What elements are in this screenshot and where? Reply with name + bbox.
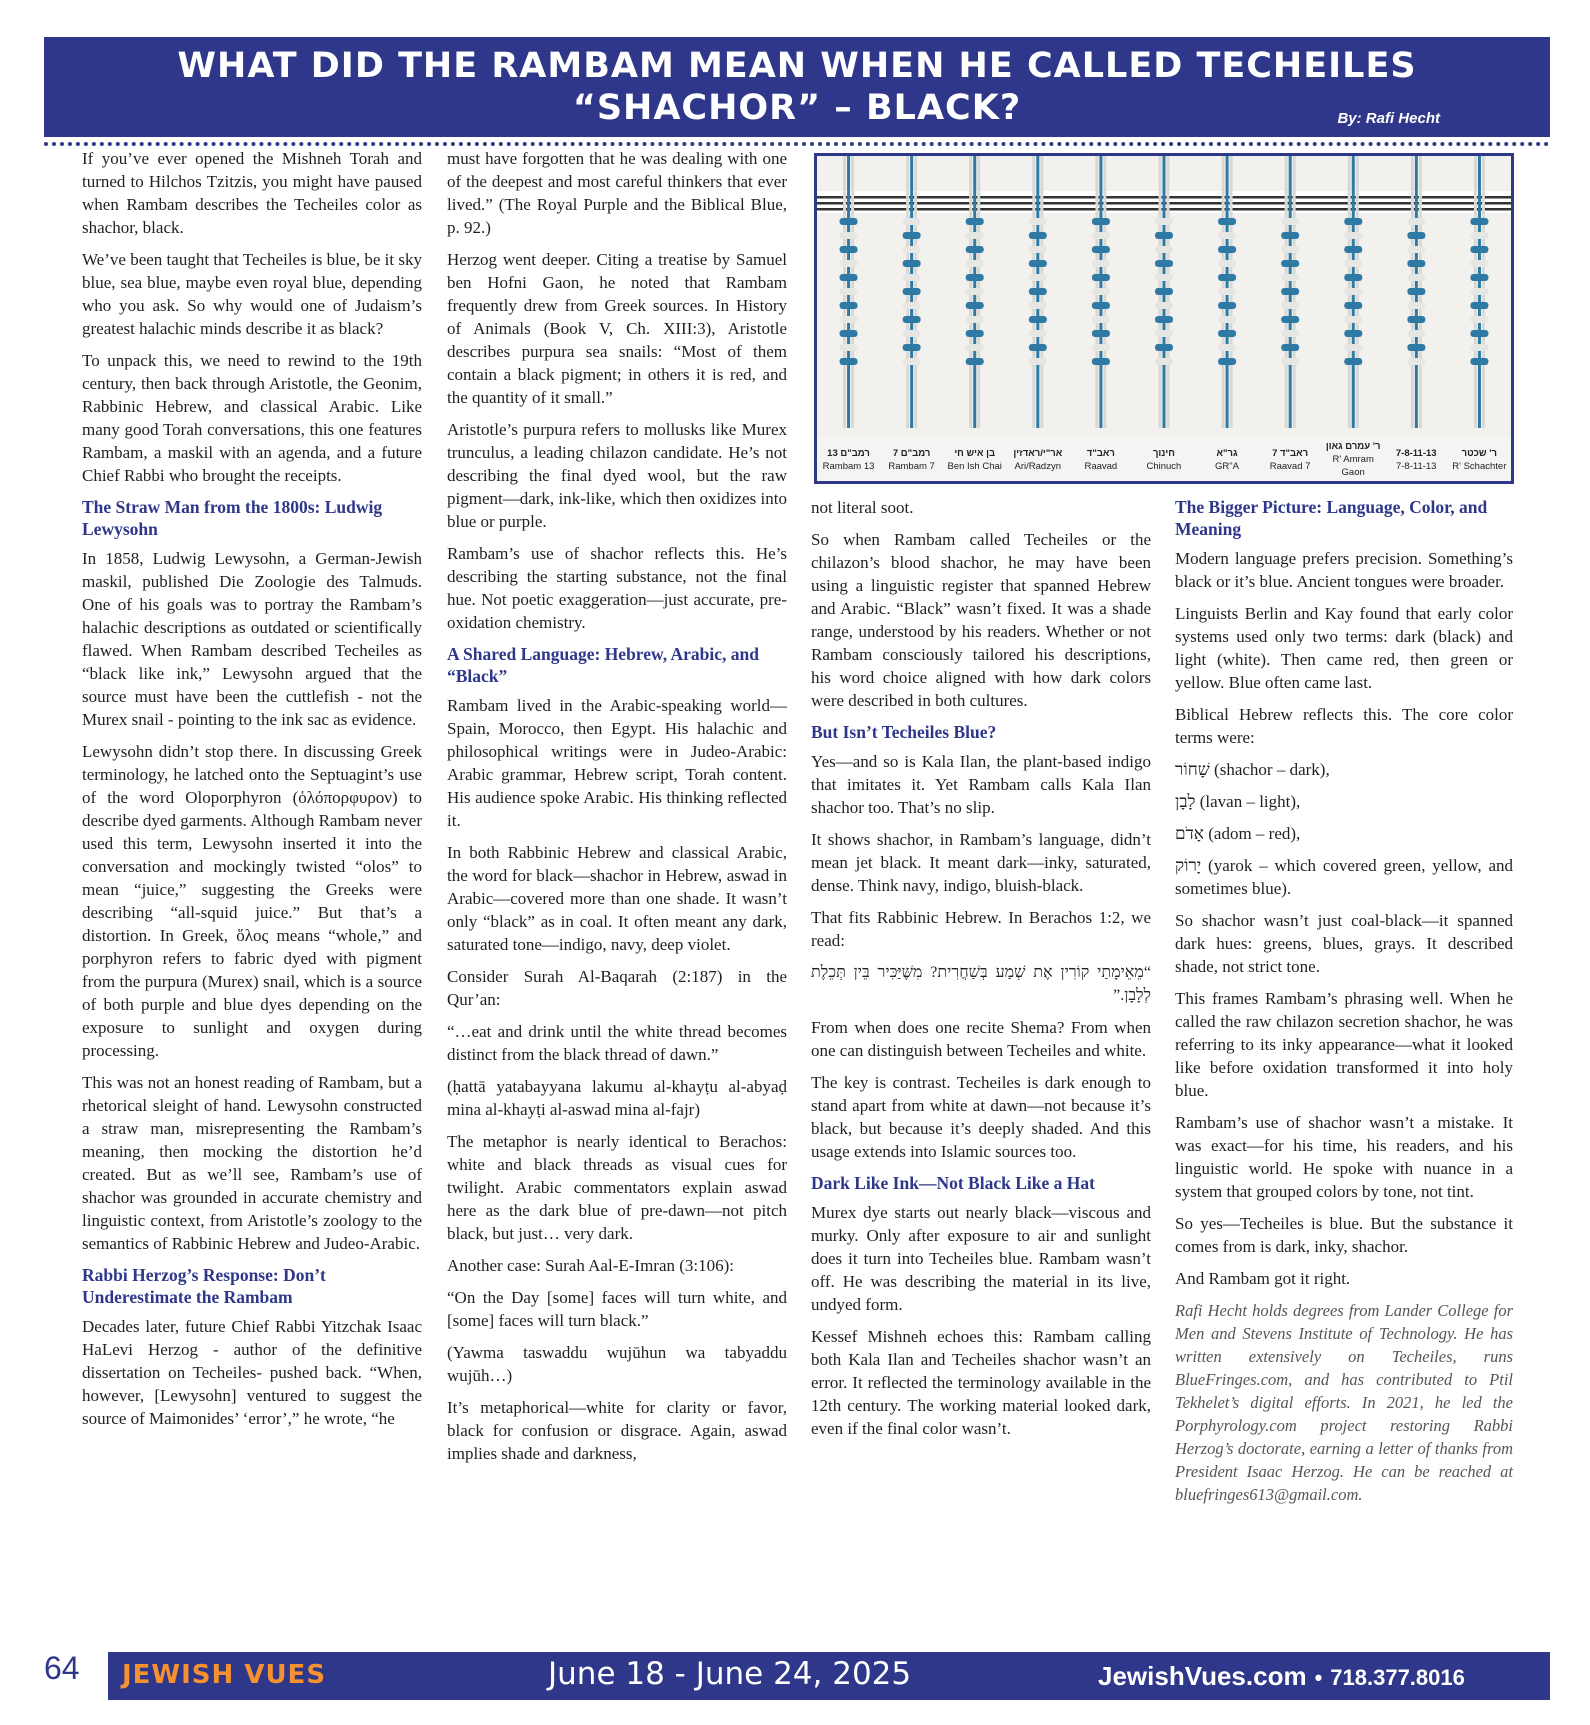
- section-heading: The Straw Man from the 1800s: Ludwig Lewysohn: [82, 497, 383, 539]
- caption-english: Raavad 7: [1269, 460, 1311, 472]
- caption-hebrew: אר"י/ראדזין: [1013, 447, 1063, 459]
- column-2: [447, 147, 787, 1474]
- paragraph: Modern language prefers precision. Something’s black or it’s blue. Ancient tongues were broader.: [1175, 549, 1513, 591]
- tzitzis-strands-image: [817, 156, 1511, 436]
- caption-hebrew: חינוך: [1152, 447, 1175, 459]
- paragraph: So when Rambam called Techeiles or the chilazon’s blood shachor, he may have been using a linguistic register that spanned Hebrew and Arabic. “Black” wasn’t fixed. It was a shade range, understood by his readers. Whether or not Rambam consciously tailored his descriptions, his word choice aligned with how dark colors were described in both cultures.: [811, 530, 1151, 710]
- term-gloss: (lavan – light),: [1195, 792, 1301, 811]
- paragraph: In 1858, Ludwig Lewysohn, a German-Jewish maskil, published Die Zoologie des Talmuds. One of his goals was to portray the Rambam’s halachic descriptions as outdated or scientifically flawed. When Rambam described Techeiles as “black like ink,” Lewysohn argued that the source must have been the cuttlefish - not the Murex snail - pointing to the ink sac as evidence.: [82, 549, 422, 729]
- column-3: [811, 496, 1151, 1449]
- caption-hebrew: ר' עמרם גאון: [1325, 441, 1381, 452]
- phone-number: 718.377.8016: [1330, 1665, 1465, 1690]
- caption-hebrew: 7-8-11-13: [1395, 447, 1437, 459]
- bullet-separator: •: [1314, 1665, 1323, 1690]
- color-term: [1175, 854, 1513, 900]
- byline: By: Rafi Hecht: [1337, 110, 1440, 127]
- section-heading: Rabbi Herzog’s Response: Don’t Underestimate the Rambam: [82, 1265, 326, 1307]
- color-term: [1175, 822, 1513, 845]
- author-bio: Rafi Hecht holds degrees from Lander College for Men and Stevens Institute of Technology. He has written extensively on Techeiles, runs BlueFringes.com, and has contributed to Ptil Tekhelet’s digital efforts. In 2021, he led the Porphyrology.com project restoring Rabbi Herzog’s doctorate, earning a letter of thanks from President Isaac Herzog. He can be reached at bluefringes613@gmail.com.: [1175, 1301, 1513, 1504]
- paragraph: It shows shachor, in Rambam’s language, didn’t mean jet black. It meant dark—inky, saturated, dense. Think navy, indigo, bluish-black.: [811, 830, 1151, 895]
- color-term: [1175, 758, 1513, 781]
- quote: “…eat and drink until the white thread becomes distinct from the black thread of dawn.”: [447, 1022, 787, 1064]
- hebrew-term: לָבָן: [1175, 792, 1196, 811]
- website: JewishVues.com: [1098, 1661, 1307, 1691]
- paragraph: Biblical Hebrew reflects this. The core color terms were:: [1175, 705, 1513, 747]
- photo-caption: [1387, 447, 1445, 473]
- paragraph: We’ve been taught that Techeiles is blue, be it sky blue, sea blue, maybe even royal blue, depending who you ask. So why would one of Judaism’s greatest halachic minds describe it as black?: [82, 250, 422, 338]
- column-4: [1175, 496, 1513, 1515]
- paragraph: must have forgotten that he was dealing with one of the deepest and most careful thinkers that ever lived.” (The Royal Purple and the Biblical Blue, p. 92.): [447, 149, 787, 237]
- article-title-line-1: WHAT DID THE RAMBAM MEAN WHEN HE CALLED TECHEILES: [177, 46, 1417, 86]
- term-gloss: (adom – red),: [1204, 824, 1301, 843]
- caption-english: Rambam 7: [888, 460, 935, 472]
- photo-caption: [820, 447, 878, 473]
- column-1: [82, 147, 422, 1439]
- caption-hebrew: ראב"ד 7: [1272, 447, 1309, 459]
- caption-english: Chinuch: [1146, 460, 1182, 472]
- transliteration: (Yawma taswaddu wujūhun wa tabyaddu wujūh…): [447, 1343, 787, 1385]
- paragraph: And Rambam got it right.: [1175, 1269, 1351, 1288]
- caption-english: R' Amram Gaon: [1332, 454, 1374, 478]
- paragraph: Another case: Surah Aal-E-Imran (3:106):: [447, 1256, 735, 1275]
- caption-hebrew: גר"א: [1216, 447, 1238, 459]
- page-number: 64: [44, 1650, 80, 1686]
- paragraph: If you’ve ever opened the Mishneh Torah and turned to Hilchos Tzitzis, you might have paused when Rambam describes the Techeiles color as shachor, black.: [82, 149, 422, 237]
- caption-english: Ben Ish Chai: [947, 460, 1002, 472]
- issue-dates: June 18 - June 24, 2025: [548, 1656, 912, 1692]
- paragraph: To unpack this, we need to rewind to the 19th century, then back through Aristotle, the Geonim, Rabbinic Hebrew, and classical Arabic. Like many good Torah conversations, this one features Rambam, a maskil with an agenda, and a future Chief Rabbi who brought the receipts.: [82, 351, 422, 485]
- paragraph: Rambam lived in the Arabic-speaking world—Spain, Morocco, then Egypt. His halachic and philosophical writings were in Judeo-Arabic: Arabic grammar, Hebrew script, Torah content. His audience spoke Arabic. His thinking reflected it.: [447, 696, 787, 830]
- section-heading: Dark Like Ink—Not Black Like a Hat: [811, 1173, 1095, 1193]
- paragraph: Decades later, future Chief Rabbi Yitzchak Isaac HaLevi Herzog - author of the definitive dissertation on Techeiles- pushed back. “When, however, [Lewysohn] ventured to suggest the source of Maimonides’ ‘error’,” he wrote, “he: [82, 1317, 422, 1428]
- hebrew-quote: “מֵאֵימָתַי קוֹרִין אֶת שְׁמַע בְּשַׁחֲרִית? מִשֶּׁיַּכִּיר בֵּין תְּכֵלֶת לְלָבָן.”: [811, 964, 1151, 1004]
- caption-english: Ari/Radzyn: [1014, 460, 1061, 472]
- footer-contact: [1098, 1661, 1465, 1692]
- photo-caption: [946, 447, 1004, 473]
- caption-hebrew: בן איש חי: [954, 447, 996, 459]
- paragraph: Lewysohn didn’t stop there. In discussing Greek terminology, he latched onto the Septuagint’s use of the word Oloporphyron (ὁλόπορφυρον) to describe dyed garments. Although Rambam never used this term, Lewysohn inserted it into the conversation and mockingly twisted “olos” to mean “juice,” suggesting the Greeks were describing “all-squid juice.” But that’s a distortion. In Greek, ὅλος means “whole,” and porphyron refers to fabric dyed with pigment from the purpura (Murex) snail, which is a source of both purple and blue dyes depending on the exposure to sunlight and oxygen during processing.: [82, 742, 422, 1060]
- paragraph: Rambam’s use of shachor reflects this. He’s describing the starting substance, not the final hue. Not poetic exaggeration—just accurate, pre-oxidation chemistry.: [447, 544, 787, 632]
- photo-caption: [1198, 447, 1256, 473]
- term-gloss: (yarok – which covered green, yellow, and sometimes blue).: [1175, 856, 1513, 898]
- caption-hebrew: רמב"ם 7: [892, 447, 931, 459]
- paragraph: Rambam’s use of shachor wasn’t a mistake. It was exact—for his time, his readers, and his linguistic world. He spoke with nuance in a system that grouped colors by tone, not tint.: [1175, 1113, 1513, 1201]
- paragraph: Kessef Mishneh echoes this: Rambam calling both Kala Ilan and Techeiles shachor wasn’t an error. It reflected the terminology available in the 12th century. The working material looked dark, even if the final color wasn’t.: [811, 1327, 1151, 1438]
- paragraph: Aristotle’s purpura refers to mollusks like Murex trunculus, a leading chilazon candidate. He’s not describing the final dyed wool, but the raw pigment—dark, ink-like, which then oxidizes into blue or purple.: [447, 420, 787, 531]
- paragraph: This frames Rambam’s phrasing well. When he called the raw chilazon secretion shachor, he was referring to its inky appearance—what it looked like before oxidation transformed it into holy blue.: [1175, 989, 1513, 1100]
- color-term: [1175, 790, 1513, 813]
- caption-english: Raavad: [1084, 460, 1118, 472]
- quote: “On the Day [some] faces will turn white, and [some] faces will turn black.”: [447, 1288, 787, 1330]
- caption-hebrew: ראב"ד: [1086, 447, 1115, 459]
- paragraph: It’s metaphorical—white for clarity or favor, black for confusion or disgrace. Again, aswad implies shade and darkness,: [447, 1398, 787, 1463]
- photo-caption: [1450, 447, 1508, 473]
- photo-caption: [1261, 447, 1319, 473]
- paragraph: Yes—and so is Kala Ilan, the plant-based indigo that imitates it. Yet Rambam calls Kala Ilan shachor too. That’s no slip.: [811, 752, 1151, 817]
- photo-caption: [883, 447, 941, 473]
- paragraph: So shachor wasn’t just coal-black—it spanned dark hues: greens, blues, grays. It described shade, not strict tone.: [1175, 911, 1513, 976]
- paragraph: not literal soot.: [811, 498, 914, 517]
- paragraph: That fits Rabbinic Hebrew. In Berachos 1:2, we read:: [811, 908, 1151, 950]
- paragraph: So yes—Techeiles is blue. But the substance it comes from is dark, inky, shachor.: [1175, 1214, 1513, 1256]
- caption-english: R' Schachter: [1452, 460, 1507, 472]
- paragraph: This was not an honest reading of Rambam, but a rhetorical sleight of hand. Lewysohn constructed a straw man, misrepresenting the Rambam’s meaning, then mocking the distortion he’d created. But as we’ll see, Rambam’s use of shachor was grounded in accurate chemistry and linguistic context, from Aristotle’s zoology to the semantics of Rabbinic Hebrew and Judeo-Arabic.: [82, 1073, 422, 1253]
- section-heading: The Bigger Picture: Language, Color, and Meaning: [1175, 497, 1488, 539]
- publication-name: JEWISH VUES: [122, 1660, 327, 1690]
- photo-caption: [1135, 447, 1193, 473]
- caption-hebrew: ר' שכטר: [1461, 447, 1497, 459]
- footer-bar: [108, 1652, 1550, 1700]
- caption-hebrew: רמב"ם 13: [827, 447, 870, 459]
- photo-captions: [817, 438, 1511, 481]
- term-gloss: (shachor – dark),: [1209, 760, 1330, 779]
- transliteration: (ḥattā yatabayyana lakumu al-khayṭu al-abyaḍ mina al-khayṭi al-aswad mina al-fajr): [447, 1077, 787, 1119]
- paragraph: Murex dye starts out nearly black—viscous and murky. Only after exposure to air and sunlight does it turn into Techeiles blue. Rambam wasn’t off. He was describing the material in its live, undyed form.: [811, 1203, 1151, 1314]
- paragraph: From when does one recite Shema? From when one can distinguish between Techeiles and white.: [811, 1018, 1151, 1060]
- section-heading: But Isn’t Techeiles Blue?: [811, 722, 997, 742]
- hebrew-term: שָׁחוֹר: [1175, 760, 1210, 779]
- hebrew-term: אָדֹם: [1175, 824, 1204, 843]
- caption-english: GR"A: [1215, 460, 1239, 472]
- hebrew-term: יָרוֹק: [1175, 856, 1202, 875]
- paragraph: Herzog went deeper. Citing a treatise by Samuel ben Hofni Gaon, he noted that Rambam frequently drew from Greek sources. In History of Animals (Book V, Ch. XIII:3), Aristotle describes purpura sea snails: “Most of them contain a black pigment; in others it is red, and the quantity of it small.”: [447, 250, 787, 407]
- caption-english: Rambam 13: [822, 460, 875, 472]
- caption-english: 7-8-11-13: [1395, 460, 1437, 472]
- paragraph: The metaphor is nearly identical to Berachos: white and black threads as visual cues for twilight. Arabic commentators explain aswad here as the dark blue of pre-dawn—not pitch black, but just… very dark.: [447, 1132, 787, 1243]
- paragraph: In both Rabbinic Hebrew and classical Arabic, the word for black—shachor in Hebrew, aswad in Arabic—covered more than one shade. It wasn’t only “black” as in coal. It often meant any dark, saturated tone—indigo, navy, deep violet.: [447, 843, 787, 954]
- photo-caption: [1072, 447, 1130, 473]
- photo-caption: [1324, 440, 1382, 479]
- paragraph: The key is contrast. Techeiles is dark enough to stand apart from white at dawn—not because it’s black, but because it’s deeply shaded. And this usage extends into Islamic sources too.: [811, 1073, 1151, 1161]
- section-heading: A Shared Language: Hebrew, Arabic, and “Black”: [447, 644, 759, 686]
- tzitzis-photo: [814, 153, 1514, 484]
- photo-caption: [1009, 447, 1067, 473]
- header-divider: [44, 142, 1550, 146]
- paragraph: Linguists Berlin and Kay found that early color systems used only two terms: dark (black) and light (white). Then came red, then green or yellow. Blue often came last.: [1175, 604, 1513, 692]
- article-title-line-2: “SHACHOR” – BLACK?: [572, 88, 1022, 128]
- article-header: [44, 37, 1550, 137]
- paragraph: Consider Surah Al-Baqarah (2:187) in the Qur’an:: [447, 967, 787, 1009]
